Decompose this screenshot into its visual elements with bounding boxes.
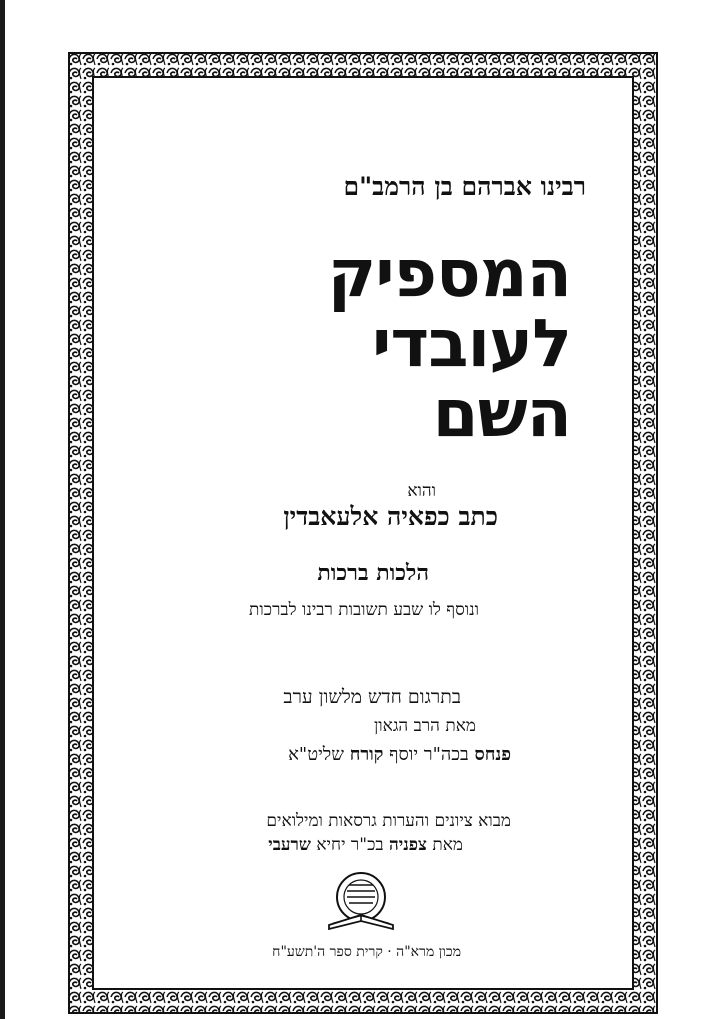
title-line-2: לעובדי	[371, 305, 571, 382]
title-line-1: המספיק	[327, 235, 571, 312]
notes-line-1: מבוא ציונים והערות גרסאות ומילואים	[266, 811, 511, 831]
scan-edge	[0, 0, 5, 1019]
publisher-logo	[325, 871, 397, 931]
addition-line: ונוסף לו שבע תשובות רבינו לברכות	[249, 600, 479, 620]
translator-first-name: פנחס	[474, 744, 511, 765]
translation-line-1: בתרגום חדש מלשון ערב	[283, 686, 461, 708]
title-line-3: השם	[432, 375, 571, 452]
author-line: רבינו אברהם בן הרמב"ם	[343, 172, 586, 201]
translator-name	[100, 744, 511, 765]
editor-first-name: צפניה	[389, 835, 427, 855]
section-title: הלכות ברכות	[317, 560, 429, 586]
translator-patronymic: בכה"ר יוסף	[389, 744, 469, 765]
publisher-emblem-icon	[325, 871, 397, 931]
title-page-content	[100, 84, 626, 984]
editor-name	[100, 835, 463, 855]
subtitle-prefix: והוא	[407, 481, 436, 501]
translator-surname: קורח	[349, 744, 384, 765]
editor-surname: שרעבי	[268, 835, 311, 855]
editor-prefix: מאת	[432, 835, 463, 855]
subtitle: כתב כפאיה אלעאבדין	[283, 502, 498, 531]
editor-patronymic: בכ"ר יחיא	[316, 835, 384, 855]
publisher-line: מכון מרא"ה · קרית ספר ה'תשע"ח	[272, 944, 461, 960]
translation-line-2: מאת הרב הגאון	[373, 716, 476, 736]
translator-honorific: שליט"א	[288, 744, 344, 765]
